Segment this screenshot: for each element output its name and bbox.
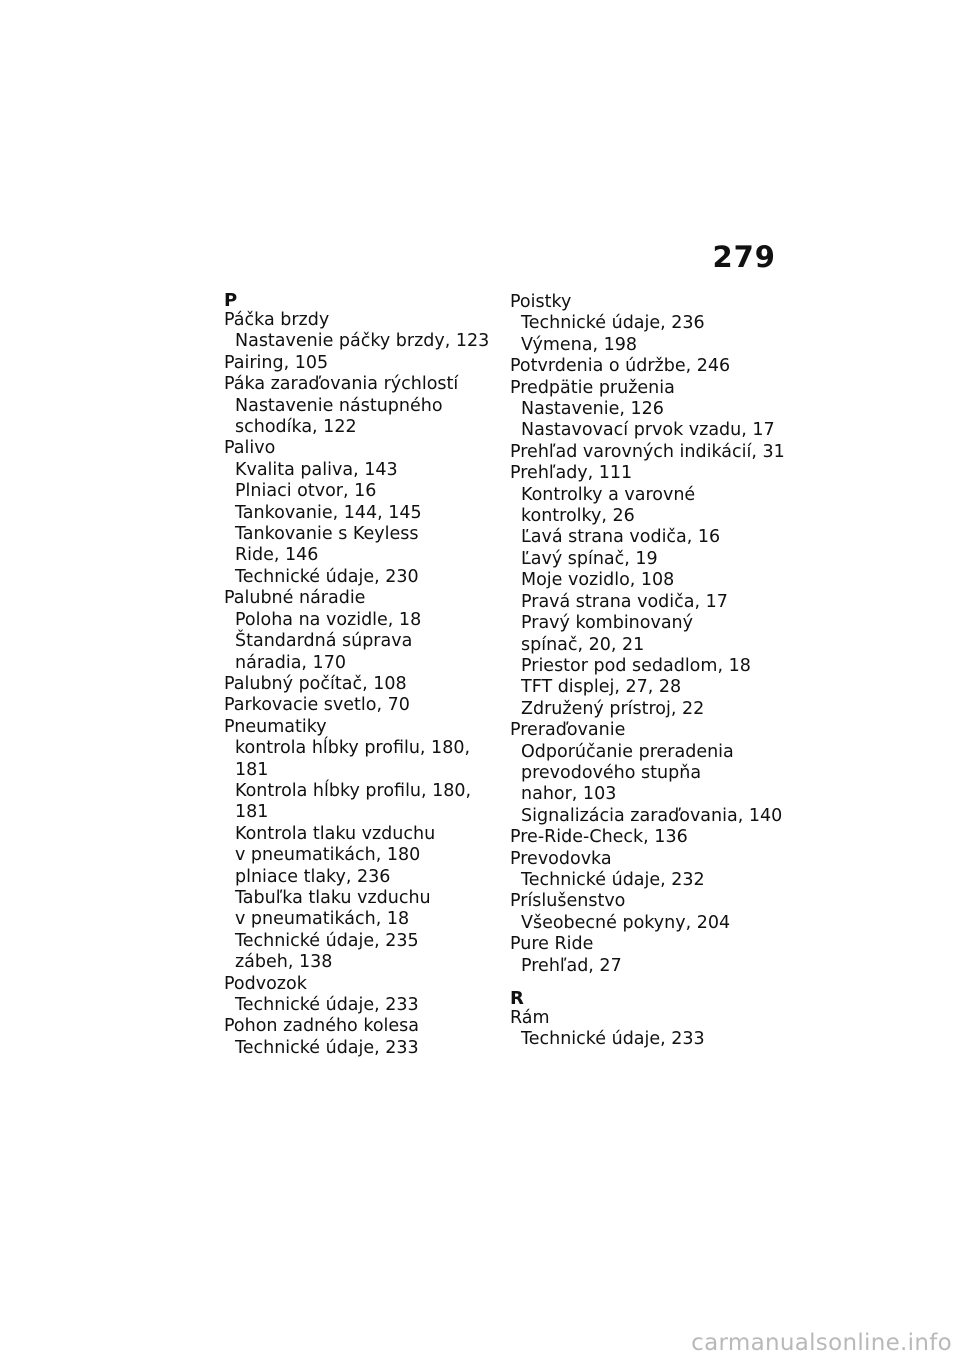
index-subentry: Signalizácia zaraďovania, 140	[521, 805, 783, 826]
index-entry: Potvrdenia o údržbe, 246	[510, 356, 731, 377]
index-entry: Pre-Ride-Check, 136	[510, 827, 688, 848]
index-subentry: Technické údaje, 235	[235, 930, 419, 951]
index-subentry: 181	[235, 802, 269, 823]
index-subentry: Štandardná súprava	[235, 631, 413, 652]
index-subentry: plniace tlaky, 236	[235, 866, 391, 887]
index-entry: Prehľady, 111	[510, 463, 633, 484]
index-section-letter: P	[224, 290, 238, 311]
index-entry: Pure Ride	[510, 934, 594, 955]
index-entry: Parkovacie svetlo, 70	[224, 695, 410, 716]
watermark-text: carmanualsonline.info	[691, 1330, 952, 1356]
index-subentry: Technické údaje, 232	[521, 869, 705, 890]
index-subentry: Kontrolky a varovné	[521, 484, 696, 505]
index-subentry: Technické údaje, 233	[521, 1029, 705, 1050]
index-subentry: Ľavá strana vodiča, 16	[521, 527, 721, 548]
index-subentry: spínač, 20, 21	[521, 634, 645, 655]
index-subentry: Priestor pod sedadlom, 18	[521, 655, 751, 676]
index-subentry: Technické údaje, 233	[235, 995, 419, 1015]
index-section-letter: R	[510, 988, 524, 1009]
index-subentry: Prehľad, 27	[521, 955, 622, 976]
index-subentry: Nastavenie, 126	[521, 399, 664, 420]
index-subentry: Pravá strana vodiča, 17	[521, 591, 728, 612]
index-entry: Prevodovka	[510, 848, 612, 869]
index-column-right	[510, 292, 785, 1051]
index-subentry: Kontrola hĺbky profilu, 180,	[235, 780, 472, 801]
index-subentry: zábeh, 138	[235, 952, 333, 973]
index-subentry: Technické údaje, 236	[521, 313, 705, 334]
index-subentry: Kvalita paliva, 143	[235, 459, 398, 480]
index-subentry: Tankovanie, 144, 145	[235, 502, 422, 523]
index-column-left	[224, 292, 494, 1059]
index-entry: Rám	[510, 1008, 550, 1028]
index-subentry: Ľavý spínač, 19	[521, 548, 658, 569]
index-subentry: nahor, 103	[521, 784, 617, 805]
index-entry: Pairing, 105	[224, 352, 329, 373]
index-subentry: Odporúčanie preradenia	[521, 741, 734, 762]
index-subentry: Moje vozidlo, 108	[521, 570, 675, 591]
index-subentry: Plniaci otvor, 16	[235, 481, 377, 502]
index-entry: Predpätie pruženia	[510, 377, 675, 398]
index-subentry: Nastavovací prvok vzadu, 17	[521, 420, 775, 441]
index-subentry: Technické údaje, 233	[235, 1037, 419, 1058]
index-subentry: Nastavenie páčky brzdy, 123	[235, 331, 490, 352]
index-subentry: Výmena, 198	[521, 334, 638, 355]
index-subentry: kontrola hĺbky profilu, 180,	[235, 738, 471, 759]
index-entry: Páčka brzdy	[224, 310, 330, 330]
index-entry: Pohon zadného kolesa	[224, 1016, 420, 1037]
index-subentry: Ride, 146	[235, 545, 319, 566]
index-subentry: Pravý kombinovaný	[521, 613, 694, 634]
index-subentry: TFT displej, 27, 28	[521, 677, 682, 698]
index-subentry: Tankovanie s Keyless	[235, 524, 419, 545]
section-gap	[510, 977, 780, 990]
index-entry: Príslušenstvo	[510, 891, 626, 912]
index-entry: Palubný počítač, 108	[224, 673, 407, 694]
index-subentry: Technické údaje, 230	[235, 566, 419, 587]
index-subentry: v pneumatikách, 18	[235, 909, 410, 930]
index-subentry: náradia, 170	[235, 652, 346, 673]
index-subentry: Tabuľka tlaku vzduchu	[235, 887, 431, 908]
index-subentry: Združený prístroj, 22	[521, 698, 705, 719]
index-entry: Podvozok	[224, 973, 307, 994]
index-entry: Pneumatiky	[224, 716, 327, 737]
index-entry: Poistky	[510, 292, 572, 312]
index-subentry: prevodového stupňa	[521, 762, 702, 783]
page-number: 279	[712, 240, 776, 274]
index-subentry: Nastavenie nástupného	[235, 395, 443, 416]
index-subentry: Kontrola tlaku vzduchu	[235, 823, 436, 844]
index-subentry: v pneumatikách, 180	[235, 845, 421, 866]
index-entry: Prehľad varovných indikácií, 31	[510, 441, 785, 462]
index-entry: Preraďovanie	[510, 720, 626, 741]
index-subentry: Všeobecné pokyny, 204	[521, 912, 731, 933]
index-entry: Palubné náradie	[224, 588, 366, 609]
index-subentry: schodíka, 122	[235, 417, 357, 438]
index-entry: Palivo	[224, 438, 276, 459]
index-subentry: Poloha na vozidle, 18	[235, 609, 422, 630]
index-entry: Páka zaraďovania rýchlostí	[224, 374, 459, 395]
index-subentry: kontrolky, 26	[521, 506, 635, 527]
index-subentry: 181	[235, 759, 269, 780]
